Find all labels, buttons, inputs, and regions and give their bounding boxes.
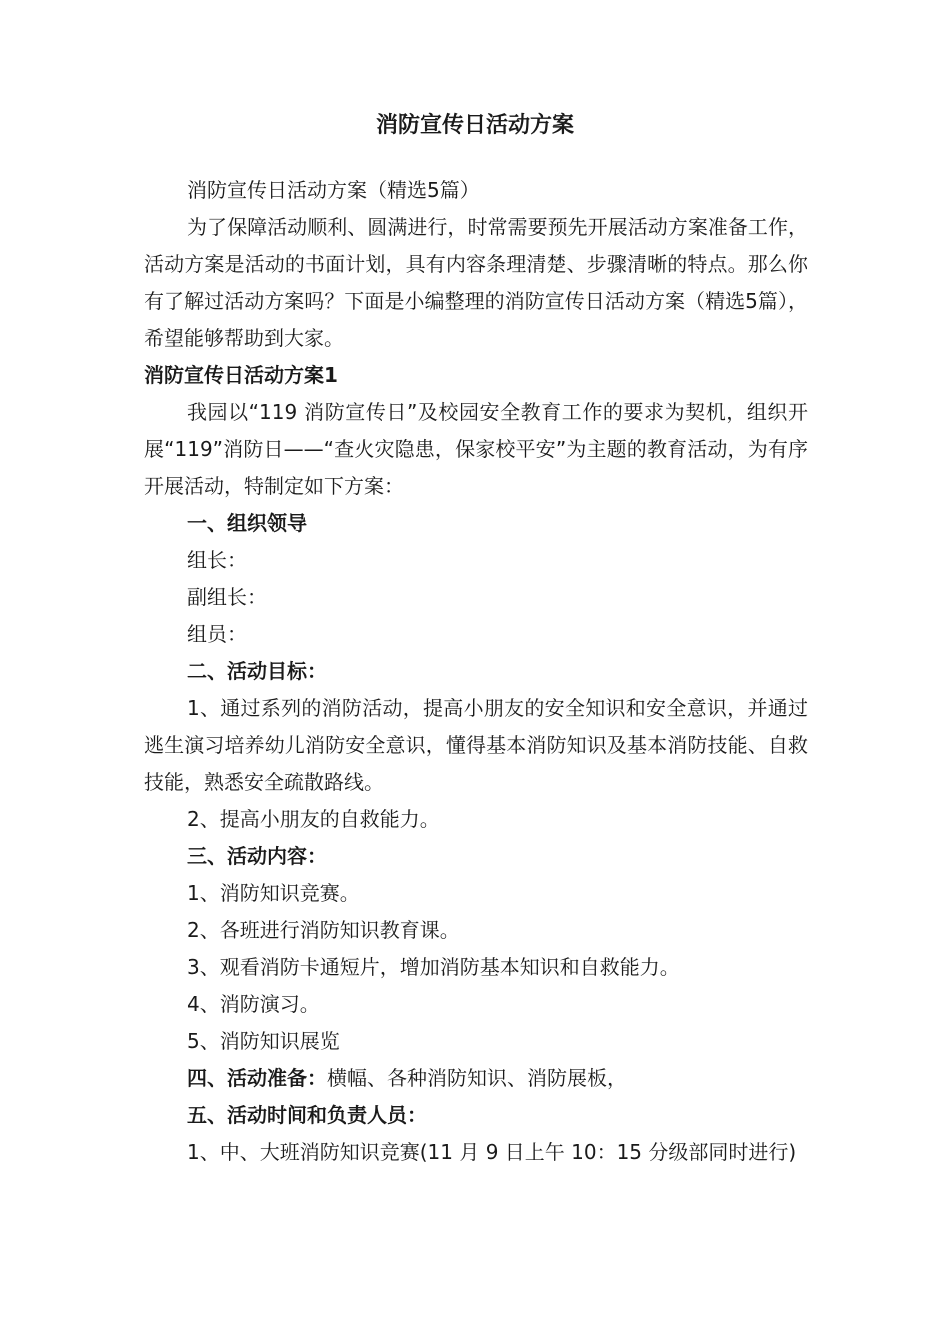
content-item-3: 3、观看消防卡通短片，增加消防基本知识和自救能力。 bbox=[187, 955, 680, 979]
document-subtitle: 消防宣传日活动方案（精选5篇） bbox=[187, 178, 480, 202]
preparation-text: 横幅、各种消防知识、消防展板， bbox=[327, 1066, 627, 1090]
heading-goals: 二、活动目标： bbox=[187, 659, 327, 683]
section1-intro-paragraph: 我园以“119 消防宣传日”及校园安全教育工作的要求为契机，组织开展“119”消防日——“查火灾隐患，保家校平安”为主题的教育活动，为有序开展活动，特制定如下方案： bbox=[144, 400, 808, 498]
time-item-1: 1、中、大班消防知识竞赛(11 月 9 日上午 10：15 分级部同时进行) bbox=[187, 1140, 797, 1164]
org-members: 组员： bbox=[187, 622, 247, 646]
goal-item-1: 1、通过系列的消防活动，提高小朋友的安全知识和安全意识，并通过逃生演习培养幼儿消防安全意识，懂得基本消防知识及基本消防技能、自救技能，熟悉安全疏散路线。 bbox=[144, 696, 808, 794]
content-item-1: 1、消防知识竞赛。 bbox=[187, 881, 360, 905]
org-leader: 组长： bbox=[187, 548, 247, 572]
document-title: 消防宣传日活动方案 bbox=[375, 113, 574, 138]
section1-heading: 消防宣传日活动方案1 bbox=[144, 363, 338, 387]
content-item-4: 4、消防演习。 bbox=[187, 992, 320, 1016]
document-body bbox=[144, 172, 808, 1171]
heading-time-staff: 五、活动时间和负责人员： bbox=[187, 1103, 427, 1127]
intro-paragraph: 为了保障活动顺利、圆满进行，时常需要预先开展活动方案准备工作，活动方案是活动的书面计划，具有内容条理清楚、步骤清晰的特点。那么你有了解过活动方案吗？下面是小编整理的消防宣传日活动方案（精选5篇），希望能够帮助到大家。 bbox=[144, 215, 808, 350]
org-deputy: 副组长： bbox=[187, 585, 267, 609]
content-item-5: 5、消防知识展览 bbox=[187, 1029, 340, 1053]
heading-organization: 一、组织领导 bbox=[187, 511, 307, 535]
heading-preparation: 四、活动准备： bbox=[187, 1066, 327, 1090]
heading-content: 三、活动内容： bbox=[187, 844, 327, 868]
preparation-line bbox=[144, 1060, 808, 1097]
content-item-2: 2、各班进行消防知识教育课。 bbox=[187, 918, 460, 942]
goal-item-2: 2、提高小朋友的自救能力。 bbox=[187, 807, 440, 831]
